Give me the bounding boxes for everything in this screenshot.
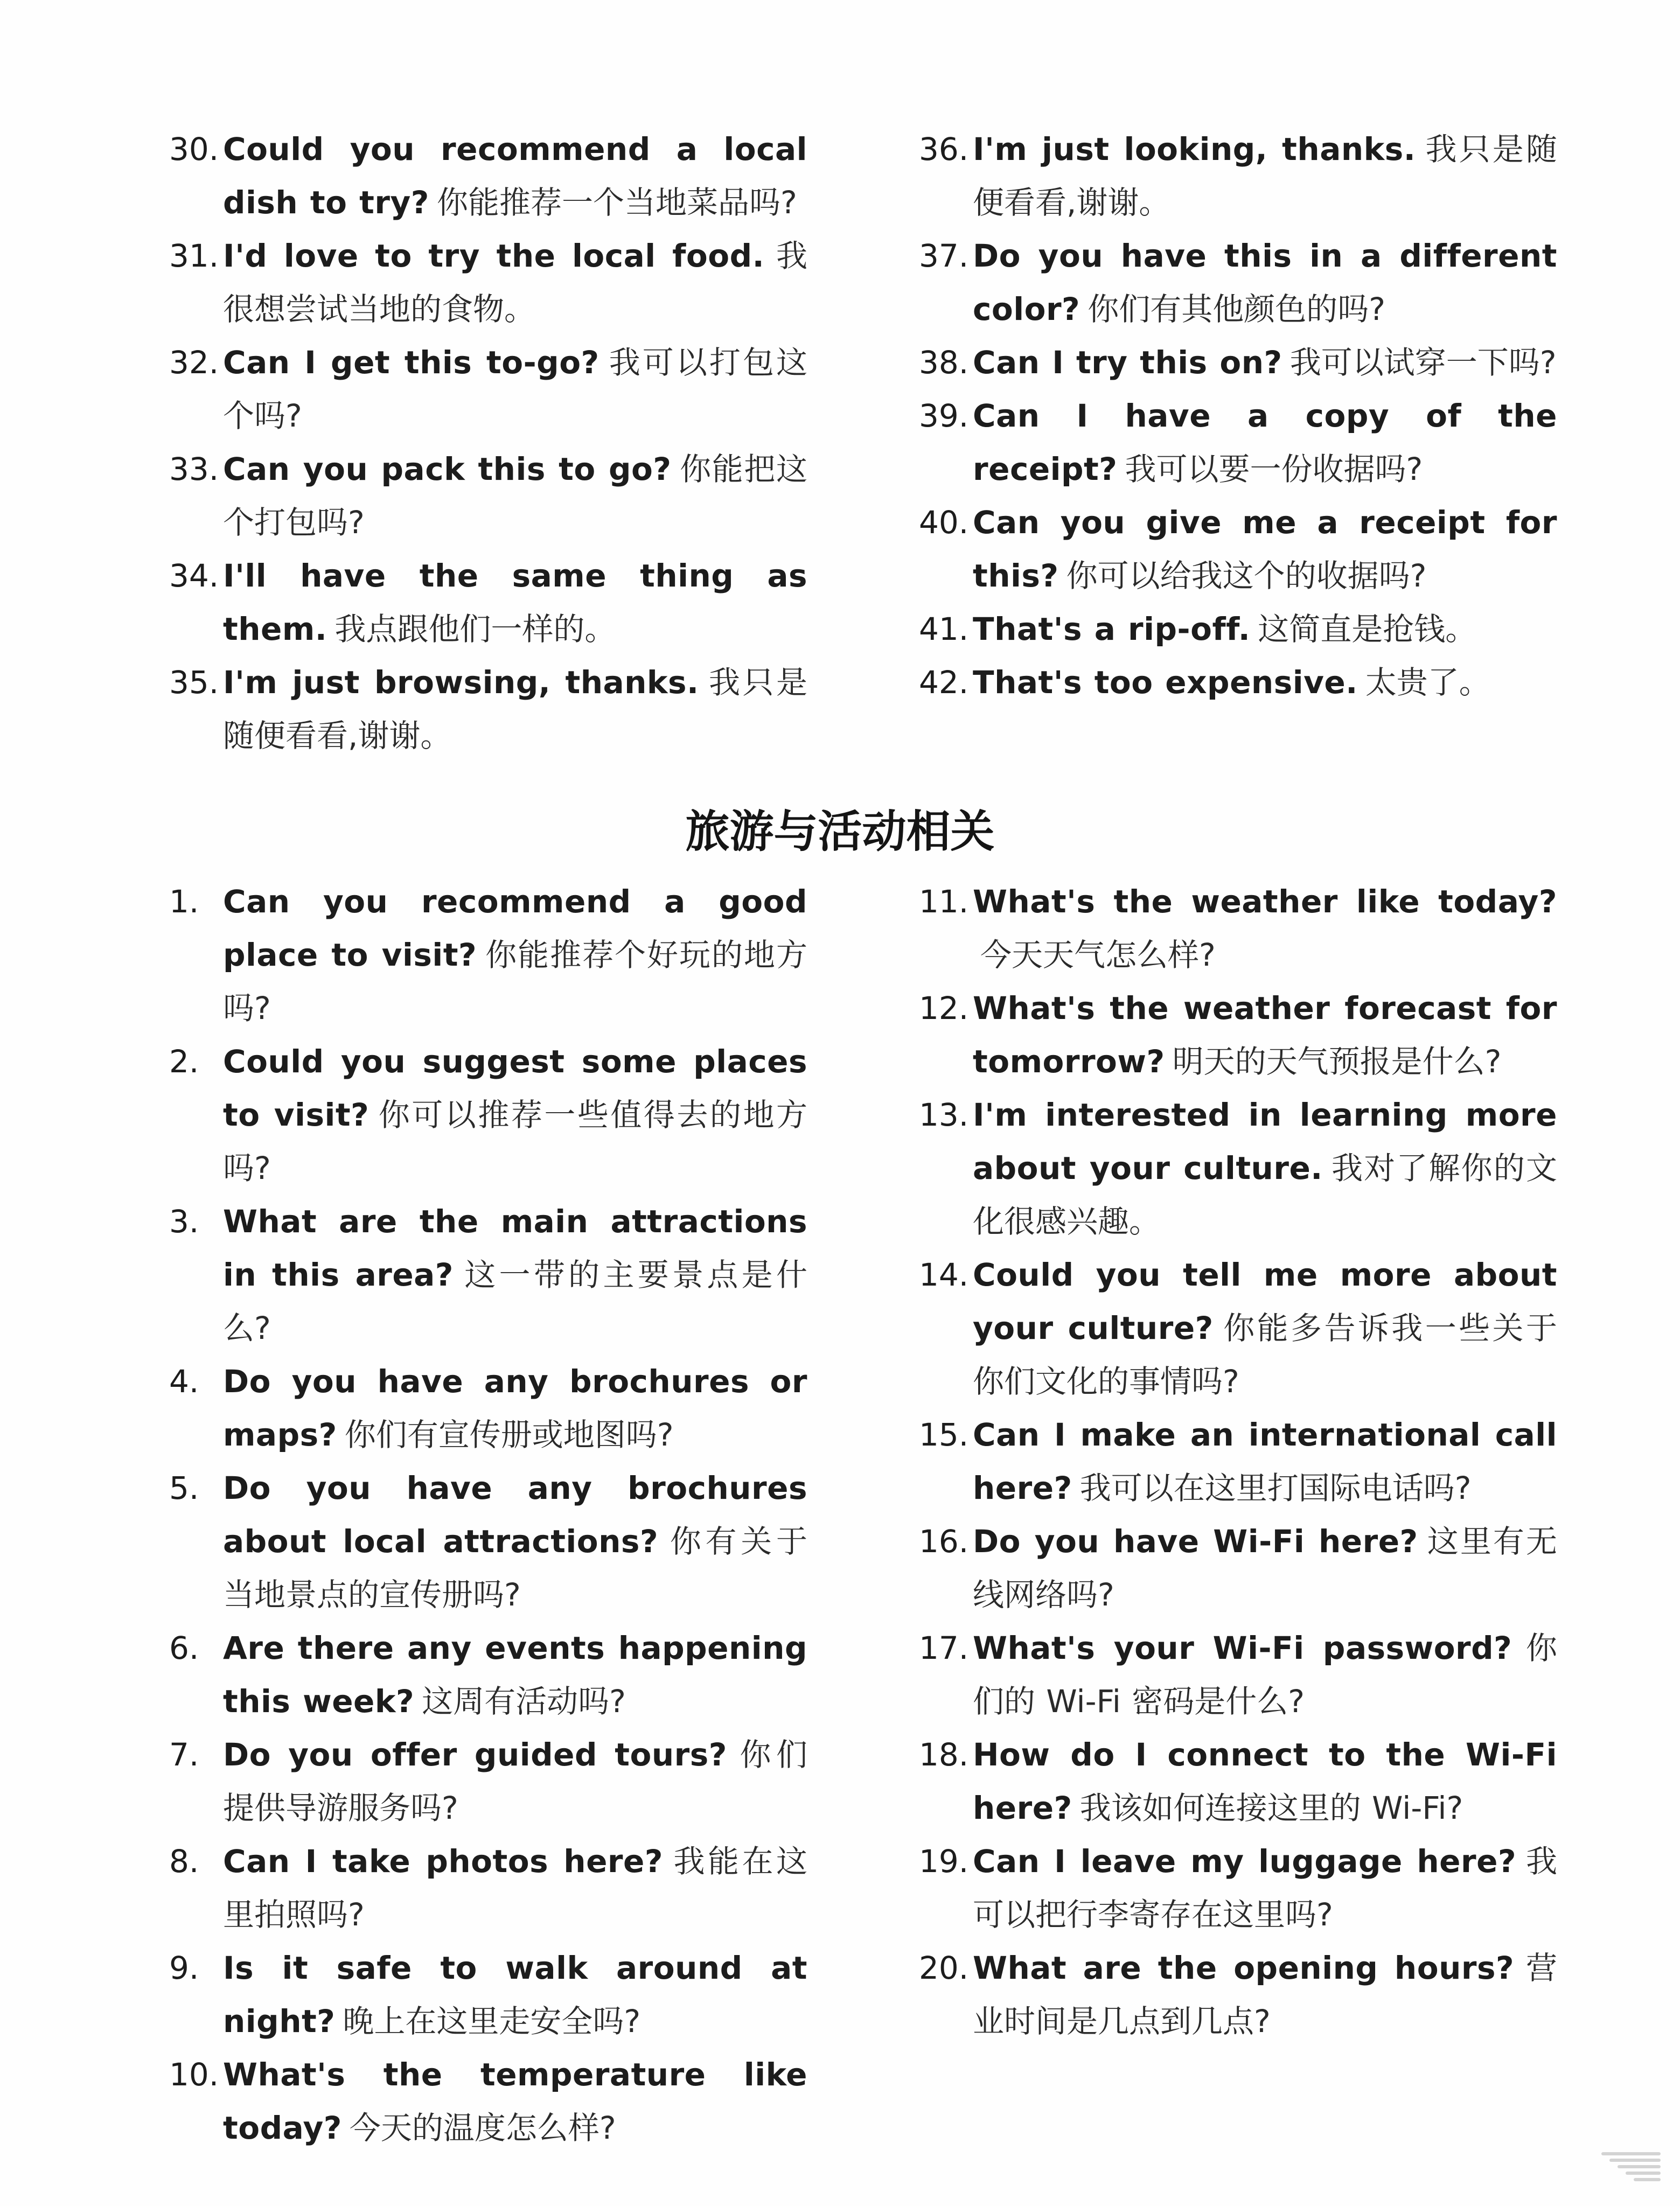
phrase-chinese: 我对了解你的文化很感兴趣。 <box>973 1150 1557 1240</box>
phrase-text <box>973 229 1557 336</box>
phrase-english: Can you recommend a good place to visit? <box>223 883 807 973</box>
phrase-english: Can you give me a receipt for this? <box>973 504 1557 594</box>
phrase-number: 31. <box>169 238 219 274</box>
phrase-item <box>169 336 807 443</box>
phrase-english: Could you suggest some places to visit? <box>223 1043 807 1133</box>
phrase-text <box>223 1728 807 1835</box>
phrase-chinese: 太贵了。 <box>1365 664 1490 701</box>
phrase-number: 10. <box>169 2056 219 2093</box>
phrase-chinese: 我很想尝试当地的食物。 <box>223 238 807 327</box>
phrase-number: 4. <box>169 1363 199 1400</box>
phrase-text <box>223 1355 807 1462</box>
phrase-english: I'll have the same thing as them. <box>223 557 807 647</box>
phrase-item <box>919 1248 1557 1408</box>
phrase-item <box>919 875 1557 982</box>
phrase-chinese: 你能推荐一个当地菜品吗? <box>436 184 797 221</box>
phrase-text <box>973 875 1557 982</box>
phrase-text <box>973 496 1557 603</box>
phrase-english: Can I make an international call here? <box>973 1416 1557 1506</box>
phrase-item <box>169 1942 807 2048</box>
phrase-text <box>223 1835 807 1942</box>
phrase-text <box>223 875 807 1035</box>
phrase-item <box>919 1942 1557 2048</box>
phrase-number: 20. <box>919 1950 969 1986</box>
phrase-text <box>223 549 807 656</box>
phrase-english: I'm just looking, thanks. <box>973 131 1416 167</box>
section-heading: 旅游与活动相关 <box>685 806 995 857</box>
phrase-english: What's the weather like today? <box>973 883 1557 920</box>
phrase-text <box>973 1088 1557 1248</box>
phrase-number: 19. <box>919 1843 969 1880</box>
phrase-item <box>169 875 807 1035</box>
top-left-column <box>169 123 807 763</box>
phrase-number: 35. <box>169 664 219 701</box>
phrase-number: 30. <box>169 131 219 167</box>
phrase-item <box>919 603 1557 656</box>
phrase-chinese: 我只是随便看看,谢谢。 <box>973 131 1557 221</box>
phrase-item <box>919 1728 1557 1835</box>
phrase-item <box>169 1622 807 1728</box>
phrase-english: Can I take photos here? <box>223 1843 663 1880</box>
phrase-chinese: 我该如何连接这里的 Wi-Fi? <box>1079 1790 1463 1826</box>
bottom-left-column <box>169 875 807 2155</box>
phrase-text <box>973 336 1557 389</box>
phrase-text <box>223 123 807 229</box>
phrase-text <box>223 2048 807 2155</box>
phrase-english: Are there any events happening this week? <box>223 1630 807 1720</box>
phrase-text <box>223 1942 807 2048</box>
phrase-english: Could you recommend a local dish to try? <box>223 131 807 221</box>
phrase-number: 34. <box>169 557 219 594</box>
phrase-text <box>973 982 1557 1088</box>
phrase-number: 11. <box>919 883 969 920</box>
phrase-item <box>919 1515 1557 1622</box>
phrase-text <box>223 336 807 443</box>
phrase-item <box>169 549 807 656</box>
phrase-item <box>919 982 1557 1088</box>
phrase-item <box>919 1622 1557 1728</box>
phrase-number: 17. <box>919 1630 969 1666</box>
phrase-text <box>223 1622 807 1728</box>
phrase-english: Do you have Wi-Fi here? <box>973 1523 1418 1560</box>
phrase-text <box>973 603 1557 656</box>
phrase-number: 39. <box>919 397 969 434</box>
phrase-number: 41. <box>919 611 969 647</box>
phrase-english: Do you have any brochures or maps? <box>223 1363 807 1453</box>
phrase-chinese: 你能多告诉我一些关于你们文化的事情吗? <box>973 1310 1557 1400</box>
phrase-chinese: 我能在这里拍照吗? <box>223 1843 807 1933</box>
phrase-english: Can I try this on? <box>973 344 1282 381</box>
phrase-text <box>973 389 1557 496</box>
phrase-chinese: 晚上在这里走安全吗? <box>343 2003 641 2040</box>
phrase-chinese: 你们的 Wi-Fi 密码是什么? <box>973 1630 1557 1720</box>
phrase-number: 2. <box>169 1043 199 1080</box>
phrase-number: 18. <box>919 1736 969 1773</box>
phrase-chinese: 你有关于当地景点的宣传册吗? <box>223 1523 807 1613</box>
phrase-item <box>169 1728 807 1835</box>
phrase-item <box>919 496 1557 603</box>
phrase-item <box>169 1462 807 1622</box>
phrase-english: Can you pack this to go? <box>223 451 672 487</box>
phrase-chinese: 我点跟他们一样的。 <box>334 611 616 647</box>
phrase-text <box>973 656 1557 709</box>
phrase-chinese: 你们有宣传册或地图吗? <box>344 1416 674 1453</box>
phrase-text <box>973 1835 1557 1942</box>
phrase-english: Do you have this in a different color? <box>973 238 1557 327</box>
phrase-text <box>223 656 807 763</box>
phrase-text <box>973 1408 1557 1515</box>
phrase-item <box>169 1835 807 1942</box>
phrase-number: 1. <box>169 883 199 920</box>
phrase-text <box>973 123 1557 229</box>
phrase-english: What's your Wi-Fi password? <box>973 1630 1512 1666</box>
phrase-english: Can I get this to-go? <box>223 344 599 381</box>
phrase-number: 36. <box>919 131 969 167</box>
phrase-number: 13. <box>919 1097 969 1133</box>
phrase-chinese: 我可以把行李寄存在这里吗? <box>973 1843 1557 1933</box>
phrase-chinese: 你可以给我这个的收据吗? <box>1066 557 1427 594</box>
phrase-chinese: 这简直是抢钱。 <box>1258 611 1477 647</box>
phrase-english: That's too expensive. <box>973 664 1358 701</box>
phrase-number: 16. <box>919 1523 969 1560</box>
phrase-item <box>919 229 1557 336</box>
corner-watermark-icon <box>1601 2152 1661 2184</box>
phrase-english: Is it safe to walk around at night? <box>223 1950 807 2040</box>
phrase-english: I'd love to try the local food. <box>223 238 765 274</box>
phrase-text <box>223 229 807 336</box>
phrase-item <box>919 1835 1557 1942</box>
phrase-item <box>919 656 1557 709</box>
phrase-number: 3. <box>169 1203 199 1240</box>
phrase-number: 33. <box>169 451 219 487</box>
phrase-number: 5. <box>169 1470 199 1506</box>
phrase-text <box>973 1515 1557 1622</box>
phrase-english: Could you tell me more about your culture? <box>973 1256 1557 1346</box>
phrase-chinese: 我只是随便看看,谢谢。 <box>223 664 807 754</box>
phrase-number: 12. <box>919 990 969 1027</box>
phrase-item <box>919 336 1557 389</box>
phrase-english: What's the temperature like today? <box>223 2056 807 2146</box>
phrase-chinese: 明天的天气预报是什么? <box>1172 1043 1502 1080</box>
phrase-text <box>973 1942 1557 2048</box>
phrase-number: 40. <box>919 504 969 541</box>
phrase-chinese: 这周有活动吗? <box>422 1683 626 1720</box>
bottom-right-column <box>919 875 1557 2048</box>
phrase-item <box>169 123 807 229</box>
phrase-text <box>973 1248 1557 1408</box>
phrase-chinese: 你们提供导游服务吗? <box>223 1736 807 1826</box>
phrase-number: 42. <box>919 664 969 701</box>
phrase-text <box>973 1622 1557 1728</box>
phrase-text <box>223 1195 807 1355</box>
phrase-number: 15. <box>919 1416 969 1453</box>
phrase-chinese: 今天天气怎么样? <box>980 937 1216 973</box>
phrase-chinese: 这里有无线网络吗? <box>973 1523 1557 1613</box>
phrase-english: What are the opening hours? <box>973 1950 1515 1986</box>
phrase-number: 37. <box>919 238 969 274</box>
phrase-english: Do you offer guided tours? <box>223 1736 727 1773</box>
phrase-english: Can I have a copy of the receipt? <box>973 397 1557 487</box>
phrase-number: 8. <box>169 1843 199 1880</box>
phrase-chinese: 你们有其他颜色的吗? <box>1088 291 1385 327</box>
phrase-item <box>919 389 1557 496</box>
phrase-english: What are the main attractions in this area? <box>223 1203 807 1293</box>
phrase-chinese: 你可以推荐一些值得去的地方吗? <box>223 1097 807 1186</box>
phrase-chinese: 我可以打包这个吗? <box>223 344 807 434</box>
phrase-item <box>169 1195 807 1355</box>
phrase-item <box>919 1408 1557 1515</box>
phrase-english: What's the weather forecast for tomorrow? <box>973 990 1557 1080</box>
phrase-chinese: 你能把这个打包吗? <box>223 451 807 541</box>
phrase-number: 9. <box>169 1950 199 1986</box>
phrase-chinese: 这一带的主要景点是什么? <box>223 1256 807 1346</box>
phrase-item <box>169 1355 807 1462</box>
phrase-english: That's a rip-off. <box>973 611 1251 647</box>
phrase-chinese: 今天的温度怎么样? <box>349 2110 616 2146</box>
phrase-item <box>919 123 1557 229</box>
top-right-column <box>919 123 1557 709</box>
phrase-chinese: 我可以在这里打国际电话吗? <box>1079 1470 1472 1506</box>
phrase-item <box>169 1035 807 1195</box>
phrase-number: 6. <box>169 1630 199 1666</box>
phrase-item <box>169 2048 807 2155</box>
phrase-english: Do you have any brochures about local attractions? <box>223 1470 807 1560</box>
phrase-chinese: 营业时间是几点到几点? <box>973 1950 1557 2040</box>
phrase-english: How do I connect to the Wi-Fi here? <box>973 1736 1557 1826</box>
phrase-text <box>223 1462 807 1622</box>
phrase-chinese: 我可以要一份收据吗? <box>1125 451 1423 487</box>
phrase-number: 7. <box>169 1736 199 1773</box>
phrase-item <box>169 229 807 336</box>
phrase-english: I'm interested in learning more about your culture. <box>973 1097 1557 1186</box>
phrase-number: 38. <box>919 344 969 381</box>
phrase-text <box>223 1035 807 1195</box>
phrase-text <box>973 1728 1557 1835</box>
phrase-item <box>169 656 807 763</box>
phrase-number: 32. <box>169 344 219 381</box>
phrase-text <box>223 443 807 549</box>
phrase-chinese: 我可以试穿一下吗? <box>1289 344 1557 381</box>
phrase-item <box>169 443 807 549</box>
phrase-chinese: 你能推荐个好玩的地方吗? <box>223 937 807 1027</box>
phrase-item <box>919 1088 1557 1248</box>
phrase-number: 14. <box>919 1256 969 1293</box>
phrase-english: Can I leave my luggage here? <box>973 1843 1517 1880</box>
phrase-english: I'm just browsing, thanks. <box>223 664 699 701</box>
